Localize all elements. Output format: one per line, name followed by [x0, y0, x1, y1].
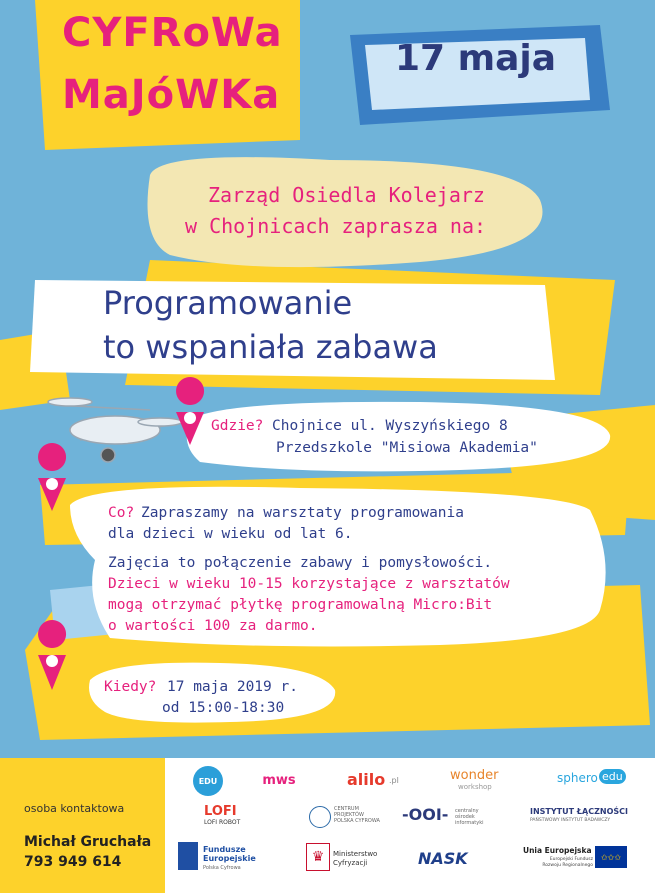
instytut-logo-sub: PAŃSTWOWY INSTYTUT BADAWCZY [530, 818, 611, 823]
contact-box [0, 758, 165, 893]
headline-line1: Programowanie [103, 284, 353, 322]
eu-flag-icon: ✩✩✩ [595, 846, 627, 868]
what-line4: Dzieci w wieku 10-15 korzystające z warsztatów [108, 576, 510, 592]
eagle-emblem-icon: ♛ [306, 843, 330, 871]
lofi-logo-sub: LOFI ROBOT [204, 819, 241, 826]
ue-logo: Unia Europejska [523, 846, 592, 855]
event-title-line1: CYFRoWa [62, 10, 283, 56]
nask-logo: NASK [418, 849, 468, 868]
contact-phone: 793 949 614 [24, 854, 122, 870]
mws-logo: mws [262, 772, 296, 788]
ooi-logo-sub: centralny ośrodek informatyki [455, 808, 484, 826]
what-line3: Zajęcia to połączenie zabawy i pomysłowości. [108, 555, 493, 571]
when-label: Kiedy? [104, 679, 157, 695]
lofi-logo: LOFI [204, 804, 237, 819]
where-line2: Przedszkole "Misiowa Akademia" [276, 440, 538, 456]
what-line2: dla dzieci w wieku od lat 6. [108, 526, 353, 542]
centrum-emblem-icon [309, 806, 331, 828]
wonder-logo: wonder [450, 768, 499, 783]
when-line1: 17 maja 2019 r. [167, 679, 298, 695]
when-line2: od 15:00-18:30 [162, 700, 285, 716]
sphero-logo: sphero [557, 771, 598, 785]
event-title-line2: MaJóWKa [62, 72, 281, 118]
fundusze-logo: Fundusze Europejskie [203, 845, 256, 863]
what-line1: Zapraszamy na warsztaty programowania [141, 505, 465, 521]
contact-name: Michał Gruchała [24, 834, 152, 850]
ministerstwo-logo: Ministerstwo Cyfryzacji [333, 850, 378, 867]
alilo-logo-suffix: .pl [389, 776, 399, 785]
where-label: Gdzie? [211, 418, 264, 434]
alilo-logo: alilo [347, 770, 386, 789]
what-line6: o wartości 100 za darmo. [108, 618, 318, 634]
contact-label: osoba kontaktowa [24, 802, 125, 815]
instytut-logo: INSTYTUT ŁĄCZNOŚCI [530, 807, 628, 816]
fundusze-emblem-icon [178, 842, 198, 870]
invitation-line1: Zarząd Osiedla Kolejarz [208, 183, 485, 207]
invitation-line2: w Chojnicach zaprasza na: [185, 214, 487, 238]
ooi-logo: -OOI- [402, 805, 449, 824]
headline-line2: to wspaniała zabawa [103, 328, 438, 366]
sphero-edu-logo: edu [599, 769, 626, 784]
what-line5: mogą otrzymać płytkę programowalną Micro:Bit [108, 597, 493, 613]
wonder-logo-sub: workshop [458, 783, 492, 791]
fundusze-logo-sub: Polska Cyfrowa [203, 865, 241, 871]
where-line1: Chojnice ul. Wyszyńskiego 8 [272, 418, 508, 434]
centrum-logo: CENTRUM PROJEKTÓW POLSKA CYFROWA [334, 806, 380, 824]
what-label: Co? [108, 505, 135, 521]
ue-logo-sub: Europejski Fundusz Rozwoju Regionalnego [542, 857, 593, 868]
edu-logo: EDU [193, 766, 223, 796]
date-badge: 17 maja [395, 38, 557, 79]
